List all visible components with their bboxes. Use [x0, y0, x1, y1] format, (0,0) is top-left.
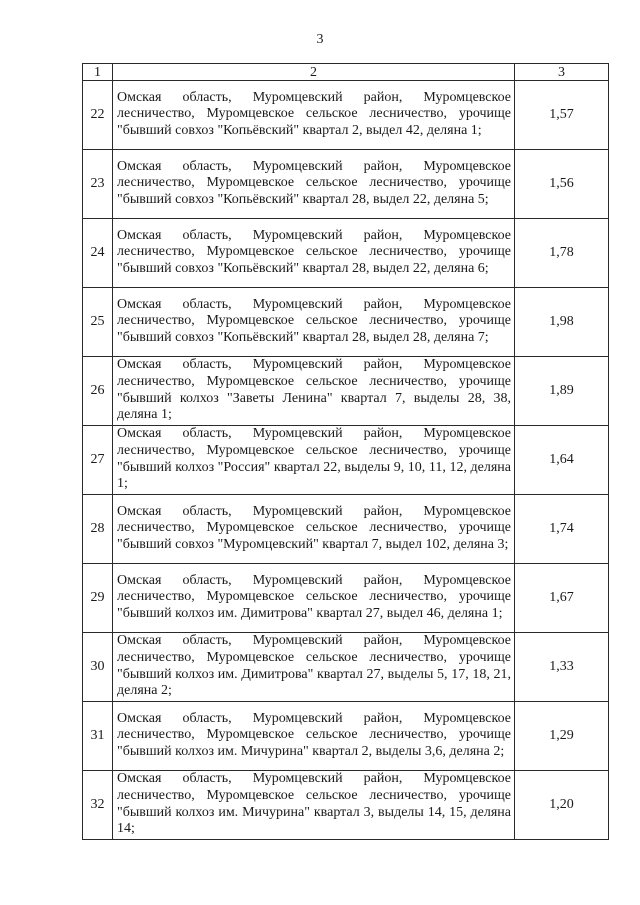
table-row: [83, 426, 609, 495]
location-description-cell: Омская область, Муромцевский район, Муромцевское лесничество, Муромцевское сельское лесничество, урочище "бывший колхоз им. Димитрова" квартал 27, выдел 46, деляна 1;: [113, 564, 515, 633]
table-row: [83, 288, 609, 357]
area-value-cell: 1,78: [515, 219, 609, 288]
table-header-row: [83, 64, 609, 81]
table-row: [83, 771, 609, 840]
row-number-cell: 26: [83, 357, 113, 426]
table-row: [83, 219, 609, 288]
row-number-cell: 27: [83, 426, 113, 495]
location-description-cell: Омская область, Муромцевский район, Муромцевское лесничество, Муромцевское сельское лесничество, урочище "бывший колхоз им. Димитрова" квартал 27, выделы 5, 17, 18, 21, деляна 2;: [113, 633, 515, 702]
page-number: 3: [316, 32, 324, 47]
location-description-cell: Омская область, Муромцевский район, Муромцевское лесничество, Муромцевское сельское лесничество, урочище "бывший совхоз "Муромцевский" квартал 7, выдел 102, деляна 3;: [113, 495, 515, 564]
area-value-cell: 1,98: [515, 288, 609, 357]
area-value-cell: 1,67: [515, 564, 609, 633]
area-value-cell: 1,56: [515, 150, 609, 219]
location-description-cell: Омская область, Муромцевский район, Муромцевское лесничество, Муромцевское сельское лесничество, урочище "бывший колхоз "Заветы Ленина" квартал 7, выделы 28, 38, деляна 1;: [113, 357, 515, 426]
row-number-cell: 32: [83, 771, 113, 840]
column-header-description: 2: [113, 64, 515, 81]
row-number-cell: 24: [83, 219, 113, 288]
location-description-cell: Омская область, Муромцевский район, Муромцевское лесничество, Муромцевское сельское лесничество, урочище "бывший колхоз "Россия" квартал 22, выделы 9, 10, 11, 12, деляна 1;: [113, 426, 515, 495]
table-row: [83, 150, 609, 219]
land-plots-table: [82, 63, 609, 840]
area-value-cell: 1,89: [515, 357, 609, 426]
area-value-cell: 1,64: [515, 426, 609, 495]
location-description-cell: Омская область, Муромцевский район, Муромцевское лесничество, Муромцевское сельское лесничество, урочище "бывший колхоз им. Мичурина" квартал 3, выделы 14, 15, деляна 14;: [113, 771, 515, 840]
location-description-cell: Омская область, Муромцевский район, Муромцевское лесничество, Муромцевское сельское лесничество, урочище "бывший совхоз "Копьёвский" квартал 2, выдел 42, деляна 1;: [113, 81, 515, 150]
row-number-cell: 31: [83, 702, 113, 771]
area-value-cell: 1,57: [515, 81, 609, 150]
row-number-cell: 29: [83, 564, 113, 633]
area-value-cell: 1,33: [515, 633, 609, 702]
area-value-cell: 1,20: [515, 771, 609, 840]
location-description-cell: Омская область, Муромцевский район, Муромцевское лесничество, Муромцевское сельское лесничество, урочище "бывший совхоз "Копьёвский" квартал 28, выдел 22, деляна 5;: [113, 150, 515, 219]
area-value-cell: 1,29: [515, 702, 609, 771]
row-number-cell: 23: [83, 150, 113, 219]
row-number-cell: 28: [83, 495, 113, 564]
table-row: [83, 564, 609, 633]
location-description-cell: Омская область, Муромцевский район, Муромцевское лесничество, Муромцевское сельское лесничество, урочище "бывший совхоз "Копьёвский" квартал 28, выдел 22, деляна 6;: [113, 219, 515, 288]
area-value-cell: 1,74: [515, 495, 609, 564]
column-header-area: 3: [515, 64, 609, 81]
row-number-cell: 25: [83, 288, 113, 357]
table-row: [83, 702, 609, 771]
table-row: [83, 633, 609, 702]
location-description-cell: Омская область, Муромцевский район, Муромцевское лесничество, Муромцевское сельское лесничество, урочище "бывший совхоз "Копьёвский" квартал 28, выдел 28, деляна 7;: [113, 288, 515, 357]
table-row: [83, 357, 609, 426]
table-row: [83, 81, 609, 150]
column-header-number: 1: [83, 64, 113, 81]
row-number-cell: 22: [83, 81, 113, 150]
table-row: [83, 495, 609, 564]
row-number-cell: 30: [83, 633, 113, 702]
location-description-cell: Омская область, Муромцевский район, Муромцевское лесничество, Муромцевское сельское лесничество, урочище "бывший колхоз им. Мичурина" квартал 2, выделы 3,6, деляна 2;: [113, 702, 515, 771]
